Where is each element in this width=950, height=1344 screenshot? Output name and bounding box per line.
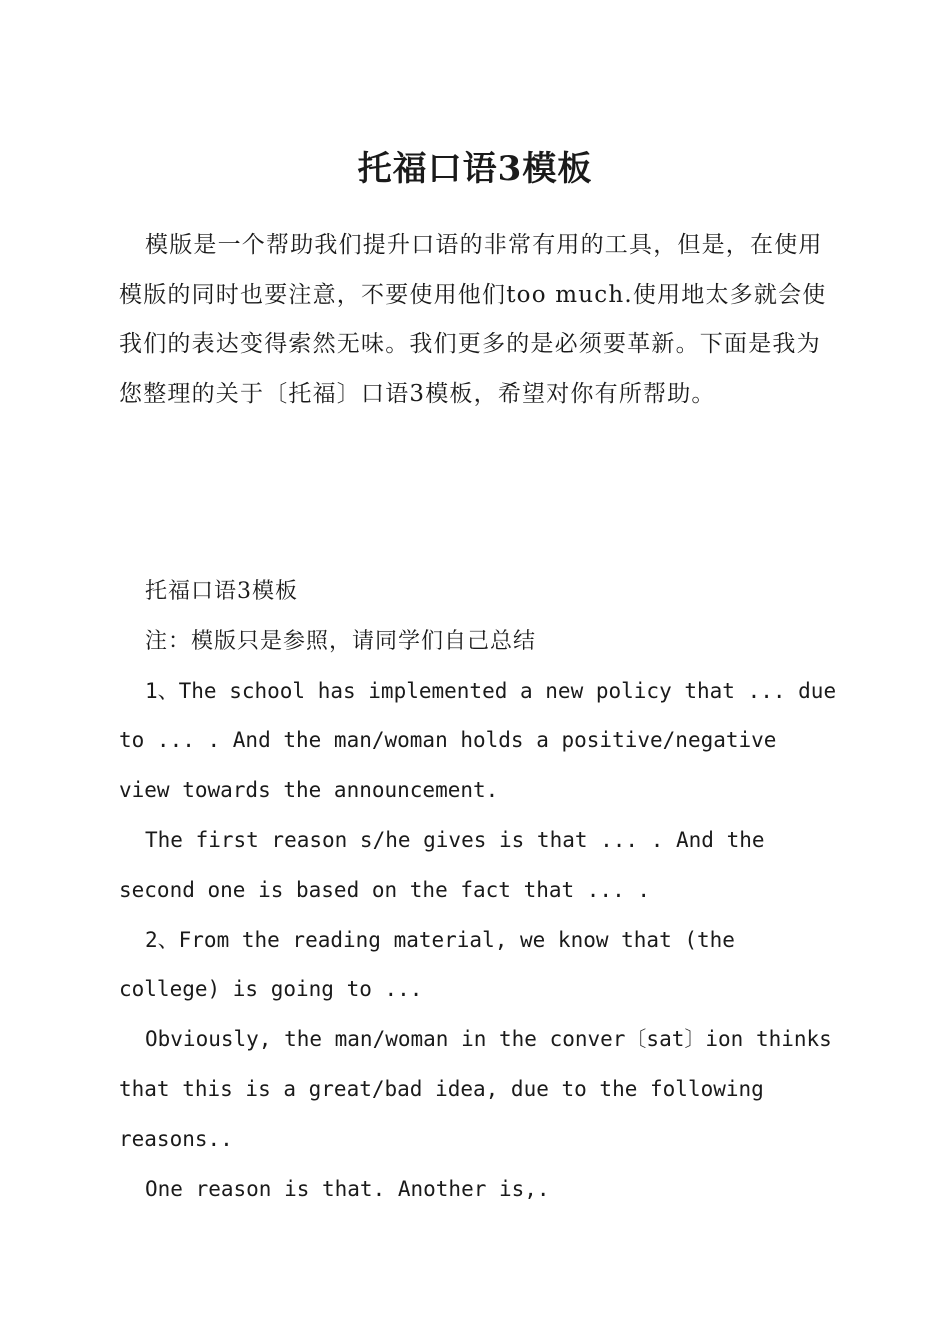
template-paragraph-3: 2、From the reading material, we know that (the college) is going to ...: [119, 927, 735, 1002]
template-paragraph-5: One reason is that. Another is,.: [145, 1176, 550, 1201]
note-paragraph: 注：模版只是参照，请同学们自己总结: [145, 628, 537, 654]
template-paragraph-1: 1、The school has implemented a new policy that ... due to ... . And the man/woman holds a positive/negative view towards the announcement.: [119, 678, 837, 803]
document-body: [119, 567, 839, 1214]
template-paragraph-2: The first reason s/he gives is that ... . And the second one is based on the fact that ... .: [119, 827, 765, 902]
intro-paragraph: 模版是一个帮助我们提升口语的非常有用的工具，但是，在使用模版的同时也要注意，不要使用他们too much.使用地太多就会使我们的表达变得索然无味。我们更多的是必须要革新。下面是我为您整理的关于〔托福〕口语3模板，希望对你有所帮助。: [119, 232, 827, 407]
template-paragraph-4: Obviously, the man/woman in the conver〔sat〕ion thinks that this is a great/bad idea, due to the following reasons..: [119, 1027, 832, 1151]
section-heading: 托福口语3模板: [145, 579, 298, 604]
document-title: 托福口语3模板: [357, 149, 593, 189]
